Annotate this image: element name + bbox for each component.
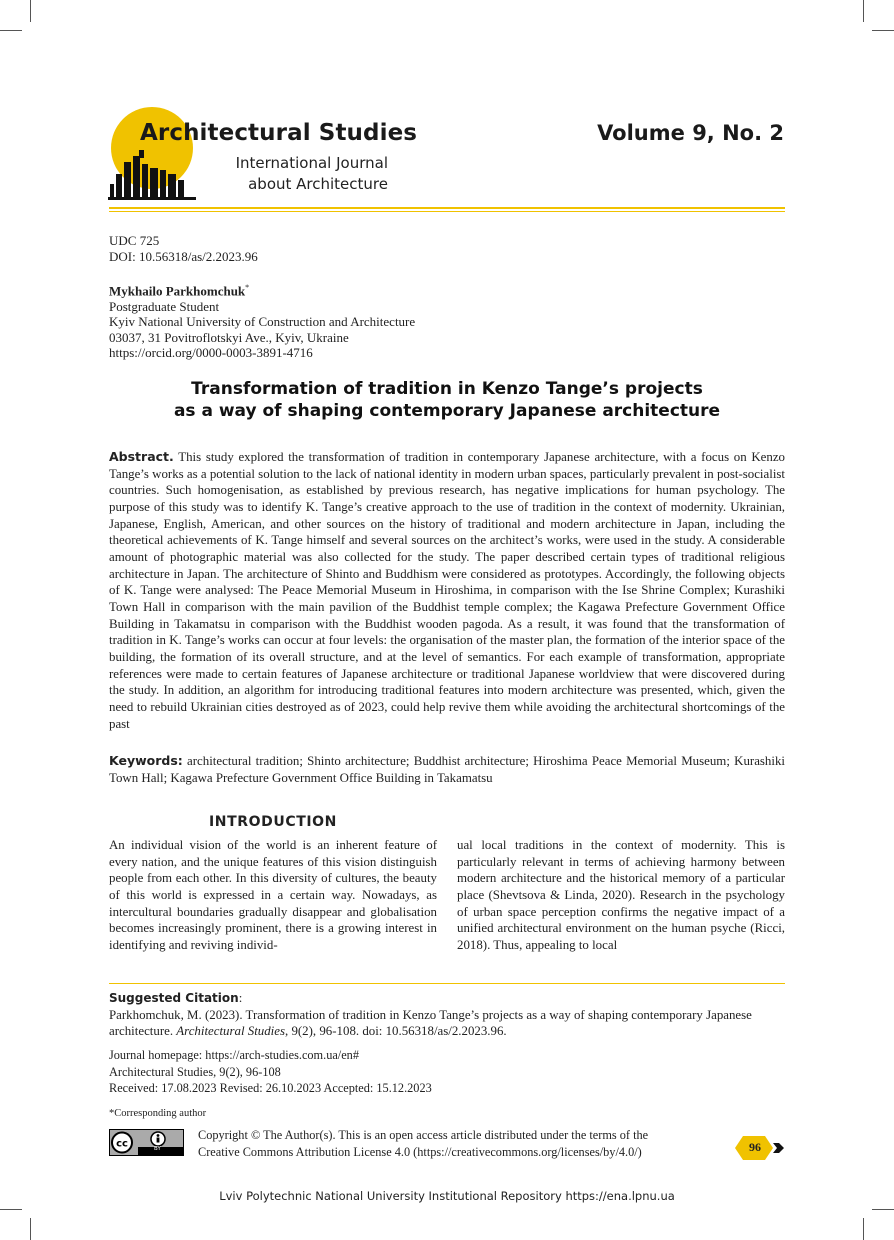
svg-text:cc: cc (116, 1138, 128, 1150)
abstract (109, 449, 785, 732)
journal-homepage-link[interactable]: Journal homepage: https://arch-studies.com.ua/en# (109, 1048, 359, 1062)
cc-license-badge[interactable] (109, 1129, 184, 1156)
header-divider (109, 207, 785, 209)
license-text (198, 1127, 648, 1161)
license-line: Creative Commons Attribution License 4.0 (https://creativecommons.org/licenses/by/4.0/) (198, 1145, 642, 1159)
author-address: 03037, 31 Povitroflotskyi Ave., Kyiv, Ukraine (109, 329, 349, 345)
corresponding-author-note: *Corresponding author (109, 1108, 207, 1119)
journal-subtitle: International Journal (235, 154, 388, 172)
header-divider (109, 211, 785, 212)
citation-colon: : (238, 991, 243, 1005)
journal-subtitle: about Architecture (248, 175, 388, 193)
body-column-left: An individual vision of the world is an inherent feature of every nation, and the unique features of this vision distinguish people from each other. In this diversity of cultures, the beauty of this world is expressed in a certain way. Nowadays, as intercultural boundaries gradually disappear and globalisation becomes increasingly prominent, there is a growing interest in identifying and reviving individ- (109, 838, 437, 952)
journal-logo-icon (108, 150, 198, 202)
crop-mark (863, 0, 864, 22)
article-title-line: Transformation of tradition in Kenzo Tange’s projects (191, 379, 703, 399)
journal-title: Architectural Studies (140, 120, 418, 146)
citation-text (109, 1007, 785, 1040)
volume-label: Volume 9, No. 2 (597, 121, 784, 145)
body-column-right: ual local traditions in the context of modernity. This is particularly relevant in terms of achieving harmony between modern architecture and the historical memory of a particular place (Shevtsova & Linda, 2020). Research in the psychology of urban space perception confirms the negative impact of a unified architectural environment on the human psyche (Ricci, 2018). Thus, appealing to local (457, 838, 785, 952)
citation-label: Suggested Citation (109, 991, 239, 1005)
citation-journal: Architectural Studies (176, 1024, 285, 1039)
journal-info (109, 1047, 432, 1097)
author-affiliation: Kyiv National University of Construction and Architecture (109, 314, 416, 330)
journal-issue: Architectural Studies, 9(2), 96-108 (109, 1064, 281, 1079)
author-orcid-link[interactable]: https://orcid.org/0000-0003-3891-4716 (109, 345, 313, 361)
author-name-text: Mykhailo Parkhomchuk (109, 283, 246, 299)
citation-text-part: , 9(2), 96-108. doi: 10.56318/as/2.2023.96. (285, 1024, 507, 1039)
abstract-label: Abstract. (109, 449, 174, 464)
license-line: Copyright © The Author(s). This is an open access article distributed under the terms of the (198, 1128, 649, 1142)
udc-code: UDC 725 (109, 233, 160, 248)
abstract-text: This study explored the transformation of tradition in contemporary Japanese architecture, with a focus on Kenzo Tange’s works as a potential solution to the lack of national identity in modern urban spaces, particularly prevalent in post-socialist countries. Such homogenisation, as established by previous research, has negative implications for human psychology. The purpose of this study was to identify K. Tange’s creative approach to the use of tradition in the context of modernity. Ukrainian, Japanese, English, American, and other sources on the history of traditional and modern architecture in Japan, including the theoretical achievements of K. Tange himself and several sources on the architect’s works, were used in the study. A considerable amount of photographic material was also collected for the study. The paper described certain types of traditional religious architecture in Japan. The architecture of Shinto and Buddhism were considered as prototypes. Accordingly, the following objects of K. Tange were analysed: The Peace Memorial Museum in Hiroshima, in comparison with the Ise Shrine Complex; Kurashiki Town Hall in comparison with the main pavilion of the Buddhist temple complex; the Kagawa Prefecture Government Office Building in Takamatsu in comparison with the Buddhist wooden pagoda. As a result, it was found that the transformation of tradition in K. Tange’s works can occur at four levels: the organisation of the master plan, the formation of the interior space of the building, the formation of its overall structure, and at the level of semantics. For each example of transformation, appropriate references were made to certain features of Japanese architecture or traditional Japanese worldview that were discovered during the study. In addition, an algorithm for introducing traditional features into modern architecture was presented, which, given the need to rebuild Ukrainian cities destroyed as of 2023, could help revive them while avoiding the architectural shortcomings of the past (109, 450, 785, 731)
crop-mark (872, 1209, 894, 1210)
author-block (109, 280, 415, 361)
cc-by-label: BY (154, 1146, 161, 1152)
section-heading: INTRODUCTION (209, 814, 337, 830)
crop-mark (0, 1209, 22, 1210)
crop-mark (30, 0, 31, 22)
author-name (109, 280, 415, 299)
article-title (109, 378, 785, 422)
citation-text-part: Parkhomchuk, M. (2023). Transformation of tradition in Kenzo Tange’s projects as a way of shaping contemporary Japanese architecture. (109, 1007, 752, 1039)
author-position: Postgraduate Student (109, 298, 220, 314)
cc-by-icon (110, 1130, 183, 1155)
suggested-citation (109, 990, 785, 1040)
repository-footer[interactable]: Lviv Polytechnic National University Institutional Repository https://ena.lpnu.ua (219, 1189, 675, 1203)
submission-dates: Received: 17.08.2023 Revised: 26.10.2023 Accepted: 15.12.2023 (109, 1081, 432, 1096)
article-title-line: as a way of shaping contemporary Japanese architecture (173, 401, 721, 421)
article-identifiers (109, 233, 258, 264)
page-number: 96 (749, 1140, 761, 1154)
keywords-label: Keywords: (109, 753, 183, 768)
keywords-text: architectural tradition; Shinto architecture; Buddhist architecture; Hiroshima Peace Memorial Museum; Kurashiki Town Hall; Kagawa Prefecture Government Office Building in Takamatsu (109, 754, 785, 785)
doi[interactable]: DOI: 10.56318/as/2.2023.96 (109, 248, 258, 264)
corresponding-mark: * (245, 283, 250, 292)
citation-divider (109, 983, 785, 984)
crop-mark (863, 1218, 864, 1240)
keywords (109, 753, 785, 786)
crop-mark (0, 30, 22, 31)
crop-mark (30, 1218, 31, 1240)
crop-mark (872, 30, 894, 31)
